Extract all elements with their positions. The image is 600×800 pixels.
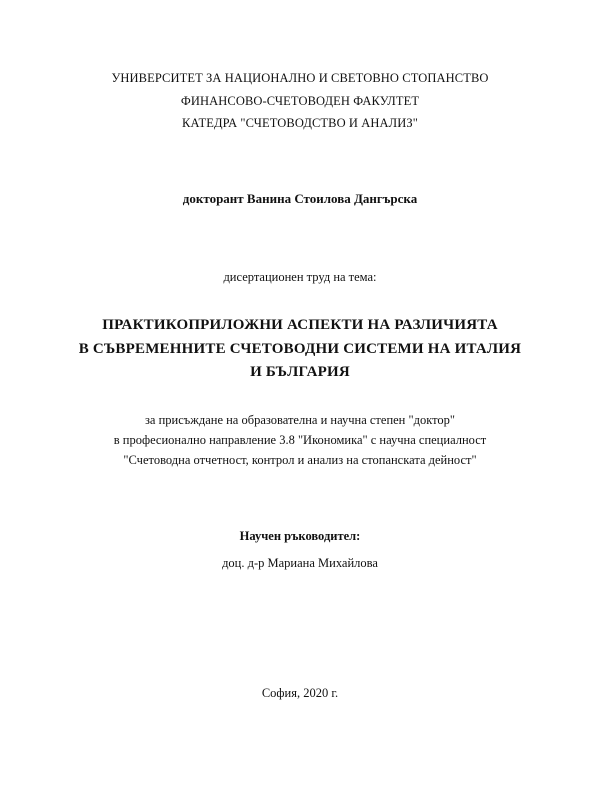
supervisor-label: Научен ръководител:: [239, 529, 361, 543]
dissertation-label: дисертационен труд на тема:: [223, 270, 377, 284]
faculty-name: ФИНАНСОВО-СЧЕТОВОДЕН ФАКУЛТЕТ: [180, 94, 420, 108]
purpose-line-2: в професионално направление 3.8 "Икономика" с научна специалност: [113, 433, 487, 447]
place-year: София, 2020 г.: [261, 686, 339, 700]
department-name: КАТЕДРА "СЧЕТОВОДСТВО И АНАЛИЗ": [182, 116, 418, 130]
author-name: докторант Ванина Стоилова Дангърска: [182, 191, 418, 206]
supervisor-name: доц. д-р Мариана Михайлова: [222, 556, 378, 570]
dissertation-title-line-3: И БЪЛГАРИЯ: [250, 364, 350, 380]
dissertation-title-line-1: ПРАКТИКОПРИЛОЖНИ АСПЕКТИ НА РАЗЛИЧИЯТА: [102, 317, 498, 333]
university-name: УНИВЕРСИТЕТ ЗА НАЦИОНАЛНО И СВЕТОВНО СТОПАНСТВО: [111, 71, 489, 85]
purpose-line-3: "Счетоводна отчетност, контрол и анализ на стопанската дейност": [123, 453, 477, 467]
purpose-line-1: за присъждане на образователна и научна степен "доктор": [144, 413, 456, 427]
dissertation-title-line-2: В СЪВРЕМЕННИТЕ СЧЕТОВОДНИ СИСТЕМИ НА ИТАЛИЯ: [78, 341, 522, 357]
